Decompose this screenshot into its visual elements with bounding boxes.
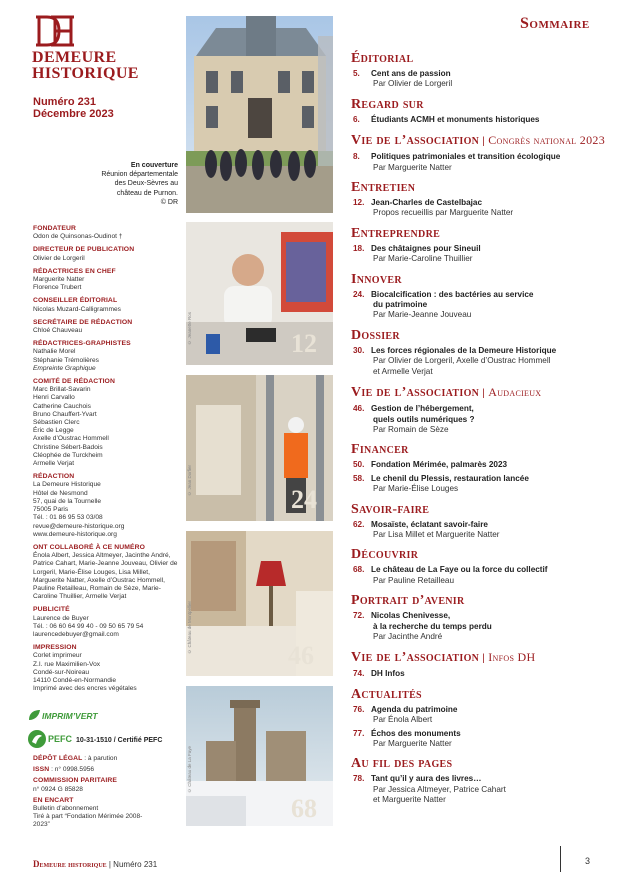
legal-line: [33, 797, 183, 805]
toc-entry-title: Gestion de l’hébergement,: [371, 404, 474, 414]
toc-entry: [351, 669, 613, 679]
legal-line: [33, 766, 183, 774]
credit-heading: RÉDACTION: [33, 473, 75, 481]
photo-entretien-castelbajac: [186, 222, 333, 365]
photo-page-number: 24: [291, 485, 317, 514]
cover-caption: [60, 161, 178, 207]
credit-block: [33, 246, 183, 262]
toc-entry: [351, 565, 613, 586]
cover-caption-line: Réunion départementale: [101, 171, 178, 179]
toc-section-separator: |: [479, 388, 489, 400]
toc-entry: [351, 198, 613, 219]
toc-page-number: 62.: [353, 519, 365, 529]
toc-page-number: 46.: [353, 404, 365, 414]
logo-wordmark-line1: DEMEURE: [32, 49, 117, 66]
credit-line: Empreinte Graphique: [33, 364, 96, 372]
photo-page-number: 68: [291, 794, 317, 823]
toc-section-name: Actualités: [351, 686, 422, 702]
legal-block: [33, 777, 183, 793]
cover-caption-credit: © DR: [160, 198, 178, 206]
legal-heading: DÉPÔT LÉGAL: [33, 755, 83, 762]
toc-section-name: Innover: [351, 271, 402, 287]
toc-entry-title: quels outils numériques ?: [373, 414, 475, 424]
toc-entry: [351, 705, 613, 726]
toc-section-title: [351, 273, 613, 287]
photo-credit: © Jean Dorfier: [187, 465, 192, 496]
credit-line: Florence Trubert: [33, 284, 82, 292]
legal-line: n° 0924 G 85828: [33, 785, 83, 793]
credit-line: Marc Brillat-Savarin: [33, 386, 91, 394]
toc-entry-title: Le chenil du Plessis, restauration lancée: [371, 473, 529, 483]
issue-number: Numéro 231: [33, 96, 96, 108]
toc-entry-author: Par Olivier de Lorgeril: [373, 79, 453, 89]
legal-line: Bulletin d’abonnement: [33, 805, 99, 813]
toc-section-title: [351, 594, 613, 608]
credit-line: Odon de Quinsonas-Oudinot †: [33, 233, 123, 241]
photo-credit: © Château de La Faye: [187, 746, 192, 794]
toc-entry-author: Par Lisa Millet et Marguerite Natter: [373, 529, 500, 539]
toc-entry-author: Par Marie-Élise Louges: [373, 484, 459, 494]
toc-entry-title: Mosaïste, éclatant savoir-faire: [371, 519, 488, 529]
legal-value: : n° 0998.5956: [49, 766, 95, 774]
credit-block: [33, 340, 183, 373]
toc-entry: [351, 404, 613, 435]
toc-entry-line: [353, 774, 613, 784]
footer-issue: [33, 859, 157, 869]
cover-caption-title: En couverture: [130, 162, 178, 169]
credit-line: Hôtel de Nesmond: [33, 489, 88, 497]
legal-block: [33, 797, 183, 830]
toc-page-number: 24.: [353, 289, 365, 299]
toc-page-number: 68.: [353, 565, 365, 575]
toc-entry-title: Biocalcification : des bactéries au service: [371, 289, 534, 299]
credit-line: 57, quai de la Tournelle: [33, 497, 102, 505]
toc-entry-title: Les forces régionales de la Demeure Historique: [371, 345, 557, 355]
toc-section-title: [351, 385, 613, 401]
toc-section: [351, 98, 613, 125]
toc-entry-line: [353, 152, 613, 162]
toc-section-name: Découvrir: [351, 547, 419, 563]
toc-entry-title: Tant qu’il y aura des livres…: [371, 774, 482, 784]
toc-entry-line: [353, 729, 613, 739]
legal-heading: ISSN: [33, 766, 50, 774]
toc-section: [351, 503, 613, 541]
toc-page-number: 30.: [353, 345, 365, 355]
toc-entry-author: Par Jacinthe André: [373, 631, 443, 641]
toc-entry-author: Par Olivier de Lorgeril, Axelle d’Oustrac Hommell: [373, 356, 551, 366]
toc-page-number: 58.: [353, 473, 365, 483]
credit-line: Nicolas Muzard-Calligrammes: [33, 305, 121, 313]
credit-line: Imprimé avec des encres végétales: [33, 685, 137, 693]
imprimvert-logo: [27, 708, 107, 722]
toc-page-number: 50.: [353, 460, 365, 470]
credit-block: [33, 297, 183, 313]
table-of-contents: [351, 52, 613, 806]
toc-section: [351, 650, 613, 679]
toc-entry-author: Par Jessica Altmeyer, Patrice Cahart: [373, 784, 506, 794]
credit-block: [33, 225, 183, 241]
toc-entry: [351, 69, 613, 90]
toc-entry-line: [353, 290, 613, 300]
legal-block: [33, 766, 183, 774]
toc-section-name: Au fil des pages: [351, 756, 453, 772]
pefc-certification: [26, 728, 186, 750]
toc-entry: [351, 729, 613, 750]
photo-chateau-la-faye: [186, 686, 333, 826]
credit-line: Tél. : 01 86 95 53 03/08: [33, 514, 103, 522]
toc-section-subtitle: Audacieux: [488, 385, 542, 400]
toc-section: [351, 133, 613, 173]
credit-line: Henri Carvallo: [33, 394, 75, 402]
toc-entry-author: et Armelle Verjat: [373, 366, 433, 376]
toc-section: [351, 227, 613, 265]
toc-page-number: 6.: [353, 114, 360, 124]
pefc-code: 10-31-1510 / Certifié PEFC: [76, 737, 163, 744]
credit-line: Laurence de Buyer: [33, 614, 89, 622]
toc-entry: [351, 152, 613, 173]
toc-entry-author: Par Marguerite Natter: [373, 162, 452, 172]
imprimvert-label: IMPRIM’VERT: [42, 711, 98, 721]
credit-line: Axelle d’Oustrac Hommell: [33, 435, 109, 443]
toc-section-title: [351, 757, 613, 771]
toc-entry-line: [353, 244, 613, 254]
toc-section-title: [351, 227, 613, 241]
legal-line: 2023”: [33, 821, 50, 829]
sommaire-title: Sommaire: [520, 15, 590, 32]
toc-section-separator: |: [479, 653, 489, 665]
demeure-historique-logo: [33, 14, 75, 48]
footer-brand: Demeure historique: [33, 859, 107, 869]
photo-credit: © Château de Montpellier: [187, 601, 192, 654]
toc-page-number: 78.: [353, 774, 365, 784]
toc-section: [351, 548, 613, 586]
toc-section-title: [351, 503, 613, 517]
legal-info: [33, 755, 183, 833]
toc-section-subtitle: Congrès national 2023: [488, 133, 605, 148]
credit-line: Stéphanie Trémolières: [33, 356, 99, 364]
toc-entry-line: [353, 460, 613, 470]
credit-line: Condé-sur-Noireau: [33, 668, 90, 676]
toc-entry-line: [353, 404, 613, 414]
toc-entry-title: Le château de La Faye ou la force du collectif: [371, 565, 548, 575]
credit-heading: DIRECTEUR DE PUBLICATION: [33, 246, 135, 254]
legal-value: : à parution: [82, 755, 118, 762]
toc-entry-title: Nicolas Chenivesse,: [371, 611, 451, 621]
credit-heading: ONT COLLABORÉ À CE NUMÉRO: [33, 543, 146, 551]
toc-entry: [351, 290, 613, 321]
toc-entry-title: Agenda du patrimoine: [371, 704, 458, 714]
toc-section-title: [351, 650, 613, 666]
toc-section-name: Vie de l’association: [351, 650, 480, 666]
toc-page-number: 5.: [353, 69, 360, 78]
credit-line: Tél. : 06 60 64 99 40 - 09 50 65 79 54: [33, 622, 144, 630]
toc-entry-line: [353, 115, 613, 125]
toc-entry-title: du patrimoine: [373, 300, 428, 310]
toc-entry-author: Par Énola Albert: [373, 715, 433, 725]
toc-section-name: Éditorial: [351, 51, 414, 66]
credit-block: [33, 319, 183, 335]
credit-line: Chloé Chauveau: [33, 327, 83, 335]
toc-section-title: [351, 329, 613, 343]
credit-line: Corlet imprimeur: [33, 652, 82, 660]
toc-entry-title: à la recherche du temps perdu: [373, 621, 492, 631]
credit-heading: PUBLICITÉ: [33, 606, 70, 614]
credit-heading: RÉDACTRICES-GRAPHISTES: [33, 340, 131, 348]
toc-page-number: 72.: [353, 611, 365, 621]
credit-line: Catherine Cauchois: [33, 402, 91, 410]
legal-line: Tiré à part “Fondation Mérimée 2008-: [33, 813, 143, 821]
toc-section-name: Regard sur: [351, 96, 424, 112]
issue-date: Décembre 2023: [33, 108, 114, 120]
credit-line: Sébastien Clerc: [33, 419, 80, 427]
credit-line: revue@demeure-historique.org: [33, 522, 125, 530]
toc-entry-author: Par Pauline Retailleau: [373, 575, 455, 585]
credit-block: [33, 268, 183, 293]
toc-section: [351, 385, 613, 435]
cover-caption-line: des Deux-Sèvres au: [114, 180, 178, 188]
toc-section-name: Portrait d’avenir: [351, 593, 465, 609]
toc-section-title: [351, 98, 613, 112]
toc-section: [351, 688, 613, 750]
toc-entry-title: Fondation Mérimée, palmarès 2023: [371, 460, 508, 470]
cover-caption-line: château de Purnon.: [116, 189, 178, 197]
photo-innover-biocalcification: [186, 375, 333, 521]
legal-heading: EN ENCART: [33, 796, 74, 804]
toc-entry-line: [353, 474, 613, 484]
credit-line: La Demeure Historique: [33, 481, 101, 489]
toc-entry: [351, 346, 613, 377]
credit-line: Marguerite Natter: [33, 276, 85, 284]
credit-heading: SECRÉTAIRE DE RÉDACTION: [33, 318, 133, 326]
pefc-label: PEFC: [48, 734, 73, 744]
toc-entry: [351, 474, 613, 495]
toc-section: [351, 594, 613, 642]
toc-section: [351, 329, 613, 377]
credit-contributors: Énola Albert, Jessica Altmeyer, Jacinthe André, Patrice Cahart, Marie-Jeanne Jouveau, Olivier de Lorgeril, Marie-Élise Louges, Lisa Millet, Marguerite Natter, Axelle d’Oustrac Hommell, Pauline Retailleau, Romain de Sèze, Marie-Caroline Thuillier, Armelle Verjat: [33, 552, 178, 601]
toc-section-name: Vie de l’association: [351, 133, 480, 149]
toc-section-name: Financer: [351, 442, 409, 458]
toc-entry-title: Étudiants ACMH et monuments historiques: [371, 114, 540, 124]
credit-line: www.demeure-historique.org: [33, 530, 117, 538]
credit-line: Christine Sébert-Badois: [33, 443, 103, 451]
credit-line: Éric de Legge: [33, 427, 74, 435]
legal-block: [33, 755, 183, 763]
credit-block: [33, 606, 183, 639]
toc-page-number: 74.: [353, 669, 365, 679]
toc-section-name: Entreprendre: [351, 225, 441, 241]
credit-line: 14110 Condé-en-Normandie: [33, 676, 117, 684]
toc-section-separator: |: [479, 136, 489, 148]
toc-entry-title: Jean-Charles de Castelbajac: [371, 198, 483, 208]
legal-line: [33, 777, 183, 785]
toc-entry-author: Par Marie-Jeanne Jouveau: [373, 310, 472, 320]
toc-section-name: Savoir-faire: [351, 501, 430, 517]
toc-section-name: Dossier: [351, 327, 400, 343]
toc-section-name: Vie de l’association: [351, 385, 480, 401]
page-number: 3: [585, 856, 591, 866]
toc-section: [351, 52, 613, 90]
toc-section-title: [351, 443, 613, 457]
credit-heading: FONDATEUR: [33, 225, 77, 232]
photo-page-number: 46: [288, 641, 314, 670]
toc-section-title: [351, 181, 613, 195]
toc-entry-title: Cent ans de passion: [371, 69, 451, 78]
credit-line: Nathalie Morel: [33, 348, 76, 356]
toc-section-title: [351, 548, 613, 562]
toc-section: [351, 273, 613, 321]
credit-block: [33, 378, 183, 468]
toc-entry-line: [353, 69, 613, 79]
toc-entry-title: Politiques patrimoniales et transition écologique: [371, 152, 561, 162]
toc-page-number: 77.: [353, 728, 365, 738]
toc-section-subtitle: Infos DH: [488, 650, 536, 665]
credit-line: Olivier de Lorgeril: [33, 254, 85, 262]
toc-entry-line: [353, 565, 613, 575]
credit-heading: COMITÉ DE RÉDACTION: [33, 378, 115, 386]
toc-section-title: [351, 688, 613, 702]
credit-line: Bruno Chauffert-Yvart: [33, 410, 97, 418]
toc-entry: [351, 774, 613, 805]
toc-entry-line: [353, 611, 613, 621]
toc-entry-author: Propos recueillis par Marguerite Natter: [373, 208, 514, 218]
toc-section-name: Entretien: [351, 180, 416, 196]
toc-entry-title: DH Infos: [371, 669, 405, 679]
credit-line: 75005 Paris: [33, 506, 69, 514]
toc-section-title: [351, 133, 613, 149]
credit-line: Z.I. rue Maximilien-Vox: [33, 660, 101, 668]
credit-heading: RÉDACTRICES EN CHEF: [33, 267, 116, 275]
toc-entry-line: [353, 346, 613, 356]
toc-entry-author: Par Romain de Sèze: [373, 424, 449, 434]
credit-block: [33, 644, 183, 693]
toc-entry: [351, 115, 613, 125]
credit-line: laurencedebuyer@gmail.com: [33, 630, 119, 638]
logo-wordmark-line2: HISTORIQUE: [32, 65, 139, 82]
toc-section: [351, 757, 613, 805]
toc-entry-line: [353, 705, 613, 715]
pefc-logo-icon: [26, 728, 186, 750]
cover-photo-chateau-purnon: [186, 16, 333, 213]
toc-entry: [351, 520, 613, 541]
toc-section-title: [351, 52, 613, 66]
toc-entry-title: Échos des monuments: [371, 728, 461, 738]
photo-credit: © Jeanette Ros: [187, 312, 192, 345]
toc-entry-author: Par Marguerite Natter: [373, 739, 452, 748]
toc-entry-line: [353, 198, 613, 208]
credit-line: Armelle Verjat: [33, 460, 75, 468]
credit-heading: CONSEILLER ÉDITORIAL: [33, 297, 118, 305]
legal-line: [33, 755, 183, 763]
masthead-credits: [33, 225, 183, 698]
toc-entry-author: et Marguerite Natter: [373, 795, 446, 805]
toc-page-number: 18.: [353, 243, 365, 253]
toc-page-number: 8.: [353, 152, 360, 162]
credit-line: Cléophée de Turckheim: [33, 451, 103, 459]
toc-section: [351, 181, 613, 219]
credit-heading: IMPRESSION: [33, 644, 77, 652]
toc-entry: [351, 611, 613, 642]
credit-block: [33, 544, 183, 601]
toc-section: [351, 443, 613, 494]
toc-page-number: 76.: [353, 704, 365, 714]
toc-entry-line: [353, 520, 613, 530]
legal-heading: COMMISSION PARITAIRE: [33, 777, 118, 785]
footer-issue-number: | Numéro 231: [106, 860, 158, 869]
photo-hebergement-chambre: [186, 531, 333, 676]
footer-divider: [560, 846, 561, 872]
toc-entry: [351, 244, 613, 265]
toc-entry-line: [353, 669, 613, 679]
photo-page-number: 12: [291, 329, 317, 358]
credit-block: [33, 473, 183, 539]
toc-entry-author: Par Marie-Caroline Thuillier: [373, 254, 473, 264]
toc-page-number: 12.: [353, 198, 365, 208]
toc-entry-title: Des châtaignes pour Sineuil: [371, 243, 481, 253]
toc-entry: [351, 460, 613, 470]
